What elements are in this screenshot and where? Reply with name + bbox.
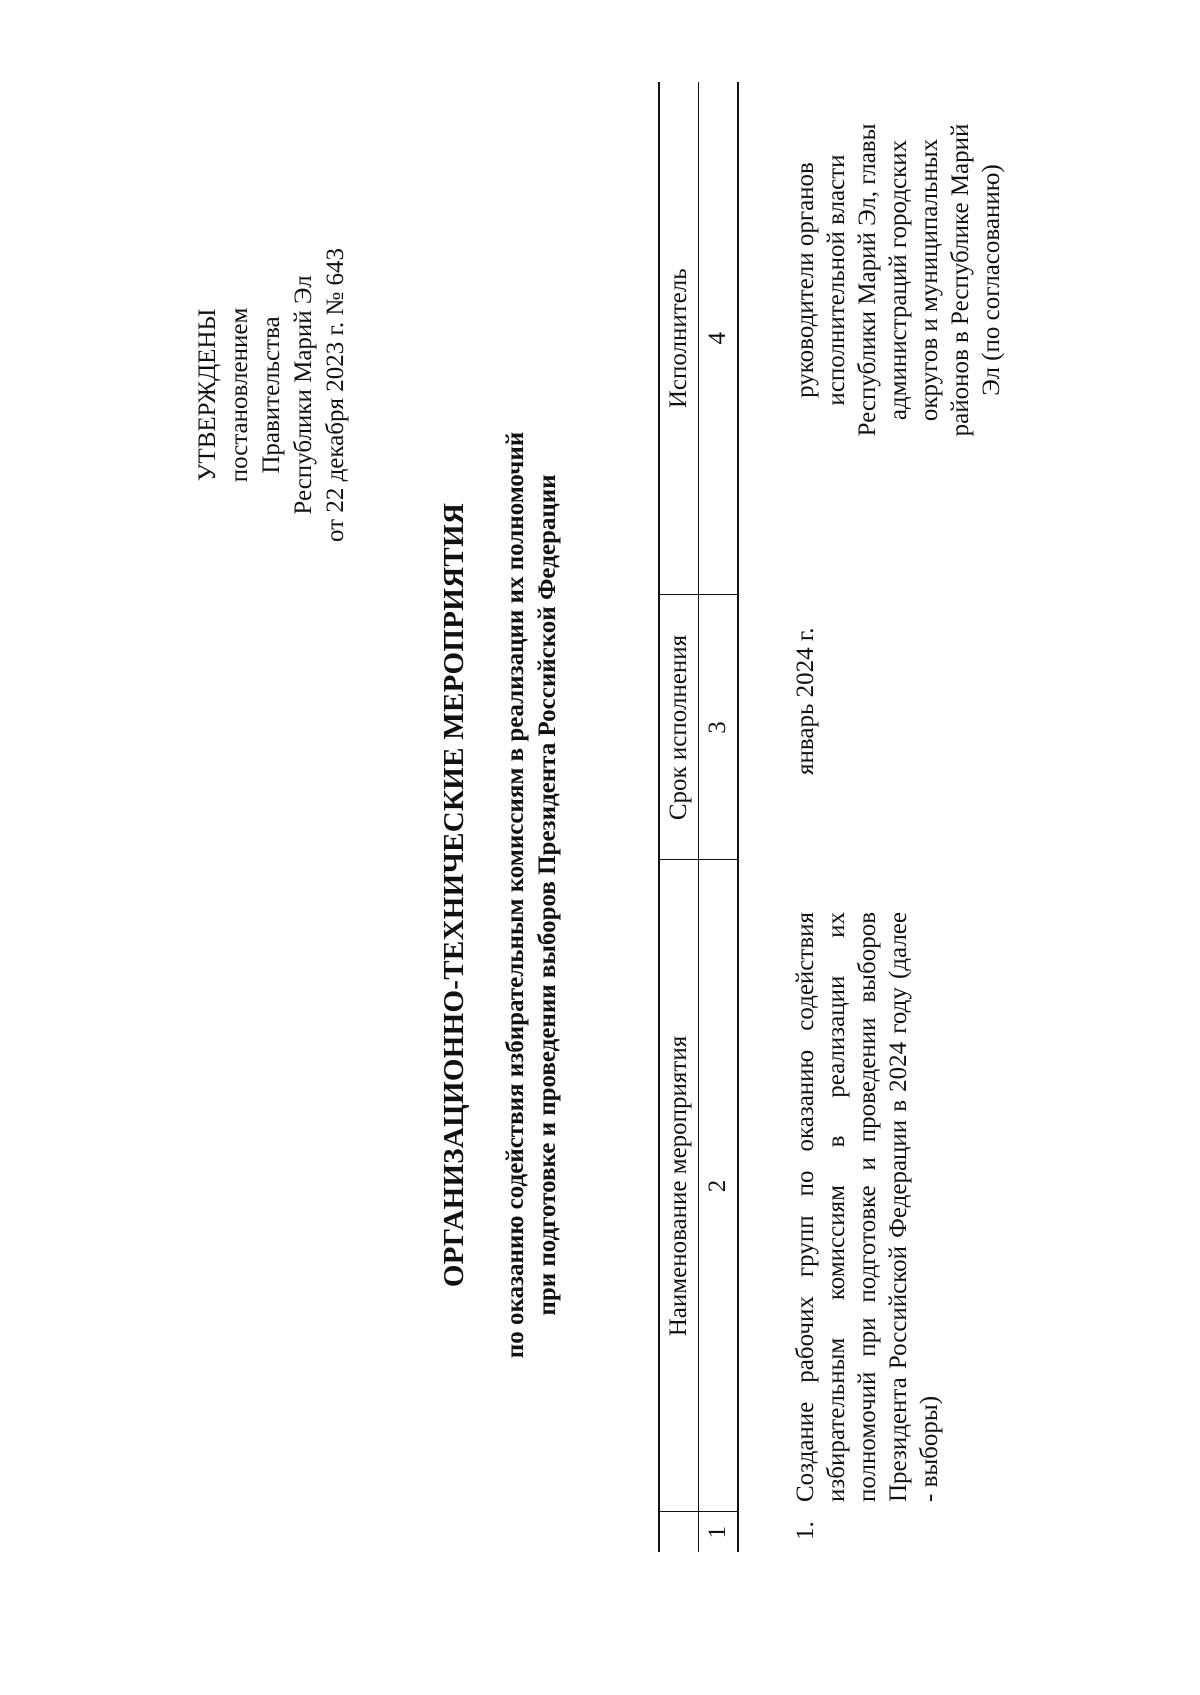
document-subtitle: [500, 295, 564, 1495]
measures-table-header: [658, 82, 739, 1552]
column-number-1: 1: [699, 1512, 739, 1552]
approval-line-3: Республики Марий Эл: [290, 275, 317, 515]
row-deadline: январь 2024 г.: [792, 627, 819, 775]
subtitle-line-1: по оказанию содействия избирательным комиссиям в реализации их полномочий: [502, 431, 529, 1359]
approval-line-4: от 22 декабря 2023 г. № 643: [322, 247, 349, 543]
column-number-2: 2: [699, 860, 739, 1512]
row-number: 1.: [792, 1521, 819, 1540]
header-cell-number: [659, 1512, 699, 1552]
row-executor: руководители органов исполнительной власти Республики Марий Эл, главы администраций городских округов и муниципальных районов в Республике Марий Эл (по согласованию): [792, 123, 1005, 437]
header-cell-executor: Исполнитель: [659, 82, 699, 595]
column-number-4: 4: [699, 82, 739, 595]
approval-line-2: постановлением Правительства: [226, 307, 285, 483]
header-cell-deadline: Срок исполнения: [659, 595, 699, 860]
document-title: ОРГАНИЗАЦИОННО-ТЕХНИЧЕСКИЕ МЕРОПРИЯТИЯ: [438, 502, 470, 1288]
row-measure-name: Создание рабочих групп по оказанию содействия избирательным комиссиям в реализации их полномочий при подготовке и проведении выборов Президента Российской Федерации в 2024 году (далее - выборы): [792, 912, 943, 1502]
subtitle-line-2: при подготовке и проведении выборов Президента Российской Федерации: [534, 474, 561, 1316]
approval-line-1: УТВЕРЖДЕНЫ: [194, 308, 221, 482]
header-cell-name: Наименование мероприятия: [659, 860, 699, 1512]
column-number-row: [699, 82, 739, 1552]
approval-block: [192, 245, 352, 545]
header-row: [659, 82, 699, 1552]
column-number-3: 3: [699, 595, 739, 860]
